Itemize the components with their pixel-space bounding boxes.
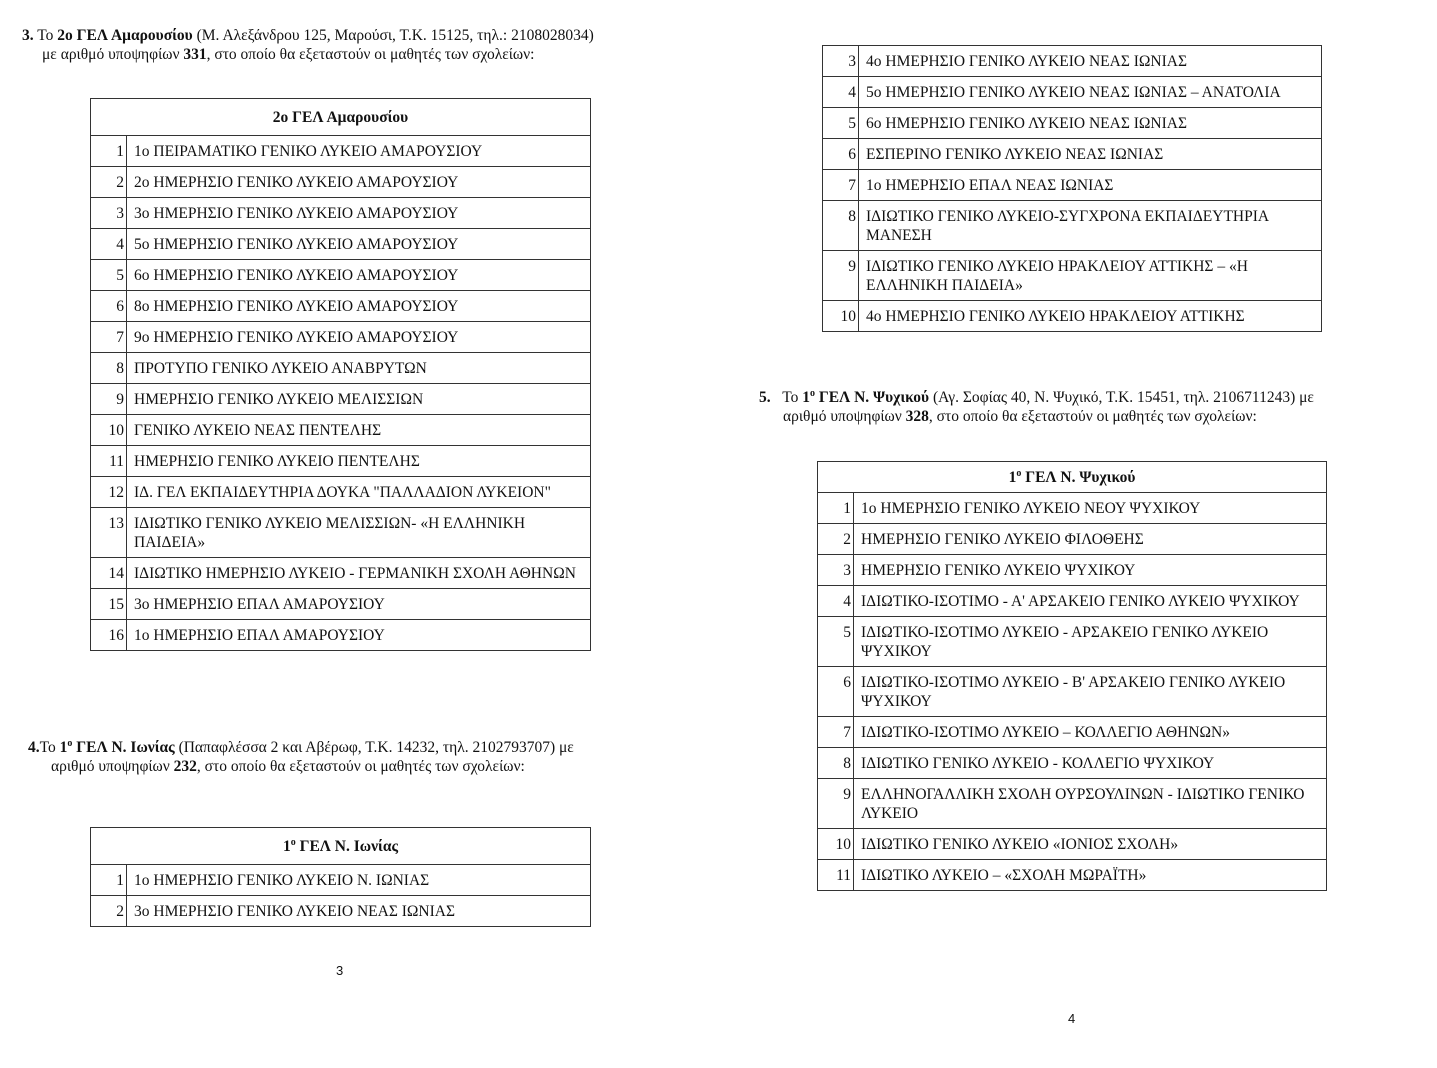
section-5-count: 328	[905, 408, 929, 425]
section-3-line2-pre: με αριθμό υποψηφίων	[42, 46, 184, 63]
school-name: ΙΔΙΩΤΙΚΟ-ΙΣΟΤΙΜΟ ΛΥΚΕΙΟ – ΚΟΛΛΕΓΙΟ ΑΘΗΝΩΝ»	[854, 717, 1327, 748]
section-3-intro	[22, 26, 662, 64]
table-row	[823, 301, 1322, 332]
section-4-school-rest: ΓΕΛ Ν. Ιωνίας	[72, 739, 175, 756]
section-5-school-main: 1	[802, 389, 811, 406]
section-3-table	[90, 98, 591, 651]
school-name: ΙΔΙΩΤΙΚΟ ΓΕΝΙΚΟ ΛΥΚΕΙΟ ΜΕΛΙΣΣΙΩΝ- «Η ΕΛΛΗΝΙΚΗ ΠΑΙΔΕΙΑ»	[127, 508, 591, 558]
school-name: ΕΛΛΗΝΟΓΑΛΛΙΚΗ ΣΧΟΛΗ ΟΥΡΣΟΥΛΙΝΩΝ - ΙΔΙΩΤΙΚΟ ΓΕΝΙΚΟ ΛΥΚΕΙΟ	[854, 779, 1327, 829]
row-number: 9	[91, 384, 127, 415]
school-name: 3ο ΗΜΕΡΗΣΙΟ ΕΠΑΛ ΑΜΑΡΟΥΣΙΟΥ	[127, 589, 591, 620]
section-3-school: 2ο ΓΕΛ Αμαρουσίου	[57, 27, 193, 44]
table-row	[91, 508, 591, 558]
table-row	[91, 291, 591, 322]
table-row	[91, 896, 591, 927]
section-3-count: 331	[183, 46, 207, 63]
section-5-intro	[759, 388, 1379, 426]
school-name: 5ο ΗΜΕΡΗΣΙΟ ΓΕΝΙΚΟ ΛΥΚΕΙΟ ΝΕΑΣ ΙΩΝΙΑΣ – ΑΝΑΤΟΛΙΑ	[859, 77, 1322, 108]
school-name: 4ο ΗΜΕΡΗΣΙΟ ΓΕΝΙΚΟ ΛΥΚΕΙΟ ΗΡΑΚΛΕΙΟΥ ΑΤΤΙΚΗΣ	[859, 301, 1322, 332]
table-row	[91, 198, 591, 229]
section-5-school-rest: ΓΕΛ Ν. Ψυχικού	[815, 389, 930, 406]
section-5-school	[802, 389, 929, 406]
school-name: 1ο ΗΜΕΡΗΣΙΟ ΓΕΝΙΚΟ ΛΥΚΕΙΟ ΝΕΟΥ ΨΥΧΙΚΟΥ	[854, 493, 1327, 524]
section-4-number: 4.	[28, 739, 40, 756]
table-row	[818, 667, 1327, 717]
row-number: 8	[823, 201, 859, 251]
table-row	[91, 446, 591, 477]
section-5-line-1	[759, 388, 1379, 407]
table-row	[818, 748, 1327, 779]
row-number: 15	[91, 589, 127, 620]
table-row	[91, 322, 591, 353]
table-row	[823, 251, 1322, 301]
table-row	[823, 46, 1322, 77]
section-4-text-pre: Το	[39, 739, 60, 756]
section-4-table-body	[91, 865, 591, 927]
section-4-line2-pre: αριθμό υποψηφίων	[51, 758, 174, 775]
school-name: ΙΔΙΩΤΙΚΟ-ΙΣΟΤΙΜΟ - Α' ΑΡΣΑΚΕΙΟ ΓΕΝΙΚΟ ΛΥΚΕΙΟ ΨΥΧΙΚΟΥ	[854, 586, 1327, 617]
row-number: 4	[91, 229, 127, 260]
section-3-address: (Μ. Αλεξάνδρου 125, Μαρούσι, Τ.Κ. 15125, τηλ.: 2108028034)	[192, 27, 594, 44]
table-row	[91, 353, 591, 384]
section-3-line-2	[22, 45, 662, 64]
school-name: 1ο ΗΜΕΡΗΣΙΟ ΕΠΑΛ ΝΕΑΣ ΙΩΝΙΑΣ	[859, 170, 1322, 201]
row-number: 8	[818, 748, 854, 779]
section-5-number: 5.	[759, 389, 771, 406]
school-name: ΙΔΙΩΤΙΚΟ-ΙΣΟΤΙΜΟ ΛΥΚΕΙΟ - ΑΡΣΑΚΕΙΟ ΓΕΝΙΚΟ ΛΥΚΕΙΟ ΨΥΧΙΚΟΥ	[854, 617, 1327, 667]
table-row	[823, 139, 1322, 170]
row-number: 10	[823, 301, 859, 332]
school-name: ΙΔΙΩΤΙΚΟ ΓΕΝΙΚΟ ΛΥΚΕΙΟ-ΣΥΓΧΡΟΝΑ ΕΚΠΑΙΔΕΥΤΗΡΙΑ ΜΑΝΕΣΗ	[859, 201, 1322, 251]
row-number: 5	[91, 260, 127, 291]
section-5-line-2	[759, 407, 1379, 426]
table-row	[91, 229, 591, 260]
school-name: ΓΕΝΙΚΟ ΛΥΚΕΙΟ ΝΕΑΣ ΠΕΝΤΕΛΗΣ	[127, 415, 591, 446]
row-number: 6	[818, 667, 854, 717]
row-number: 1	[91, 865, 127, 896]
section-4-table	[90, 827, 591, 927]
school-name: 1ο ΗΜΕΡΗΣΙΟ ΓΕΝΙΚΟ ΛΥΚΕΙΟ Ν. ΙΩΝΙΑΣ	[127, 865, 591, 896]
section-5-line2-pre: αριθμό υποψηφίων	[783, 408, 906, 425]
row-number: 16	[91, 620, 127, 651]
school-name: ΙΔΙΩΤΙΚΟ ΛΥΚΕΙΟ – «ΣΧΟΛΗ ΜΩΡΑΪΤΗ»	[854, 860, 1327, 891]
row-number: 1	[818, 493, 854, 524]
section-4-school-sup: ο	[67, 737, 73, 749]
row-number: 5	[818, 617, 854, 667]
school-name: ΙΔΙΩΤΙΚΟ ΓΕΝΙΚΟ ΛΥΚΕΙΟ - ΚΟΛΛΕΓΙΟ ΨΥΧΙΚΟΥ	[854, 748, 1327, 779]
table-row	[818, 717, 1327, 748]
school-name: 1ο ΠΕΙΡΑΜΑΤΙΚΟ ΓΕΝΙΚΟ ΛΥΚΕΙΟ ΑΜΑΡΟΥΣΙΟΥ	[127, 136, 591, 167]
row-number: 10	[818, 829, 854, 860]
row-number: 10	[91, 415, 127, 446]
table-row	[818, 860, 1327, 891]
school-name: ΙΔΙΩΤΙΚΟ ΗΜΕΡΗΣΙΟ ΛΥΚΕΙΟ - ΓΕΡΜΑΝΙΚΗ ΣΧΟΛΗ ΑΘΗΝΩΝ	[127, 558, 591, 589]
row-number: 5	[823, 108, 859, 139]
table-row	[91, 167, 591, 198]
table-row	[818, 779, 1327, 829]
table-row	[91, 136, 591, 167]
section-5-table-body	[818, 493, 1327, 891]
row-number: 11	[818, 860, 854, 891]
table-row	[823, 170, 1322, 201]
section-5-table-header	[818, 462, 1327, 493]
row-number: 3	[823, 46, 859, 77]
table-row	[818, 586, 1327, 617]
table-row	[818, 829, 1327, 860]
section-5-table-header-main: 1	[1008, 468, 1017, 486]
row-number: 7	[818, 717, 854, 748]
section-4-line-2	[28, 757, 668, 776]
page-number: 4	[1068, 1011, 1076, 1026]
page-number: 3	[336, 963, 344, 978]
section-4-table-header-main: 1	[282, 837, 291, 855]
table-row	[91, 477, 591, 508]
row-number: 6	[823, 139, 859, 170]
school-name: 2ο ΗΜΕΡΗΣΙΟ ΓΕΝΙΚΟ ΛΥΚΕΙΟ ΑΜΑΡΟΥΣΙΟΥ	[127, 167, 591, 198]
section-5-table-header-rest: ΓΕΛ Ν. Ψυχικού	[1021, 468, 1136, 486]
table-row	[823, 201, 1322, 251]
section-4-continued-table-body	[823, 46, 1322, 332]
school-name: ΗΜΕΡΗΣΙΟ ΓΕΝΙΚΟ ΛΥΚΕΙΟ ΦΙΛΟΘΕΗΣ	[854, 524, 1327, 555]
page-3	[0, 0, 718, 1068]
section-4-table-header	[91, 828, 591, 865]
section-4-count: 232	[173, 758, 197, 775]
school-name: ΗΜΕΡΗΣΙΟ ΓΕΝΙΚΟ ΛΥΚΕΙΟ ΠΕΝΤΕΛΗΣ	[127, 446, 591, 477]
school-name: 6ο ΗΜΕΡΗΣΙΟ ΓΕΝΙΚΟ ΛΥΚΕΙΟ ΑΜΑΡΟΥΣΙΟΥ	[127, 260, 591, 291]
section-5-table-header-sup: ο	[1016, 467, 1022, 479]
section-5-table	[817, 461, 1327, 891]
section-5-address: (Αγ. Σοφίας 40, Ν. Ψυχικό, Τ.Κ. 15451, τηλ. 2106711243) με	[929, 389, 1314, 406]
school-name: 4ο ΗΜΕΡΗΣΙΟ ΓΕΝΙΚΟ ΛΥΚΕΙΟ ΝΕΑΣ ΙΩΝΙΑΣ	[859, 46, 1322, 77]
section-4-table-continued	[822, 45, 1322, 332]
school-name: ΙΔΙΩΤΙΚΟ-ΙΣΟΤΙΜΟ ΛΥΚΕΙΟ - Β' ΑΡΣΑΚΕΙΟ ΓΕΝΙΚΟ ΛΥΚΕΙΟ ΨΥΧΙΚΟΥ	[854, 667, 1327, 717]
table-row	[818, 493, 1327, 524]
row-number: 2	[818, 524, 854, 555]
school-name: ΕΣΠΕΡΙΝΟ ΓΕΝΙΚΟ ΛΥΚΕΙΟ ΝΕΑΣ ΙΩΝΙΑΣ	[859, 139, 1322, 170]
section-4-school-main: 1	[59, 739, 68, 756]
row-number: 4	[823, 77, 859, 108]
school-name: 5ο ΗΜΕΡΗΣΙΟ ΓΕΝΙΚΟ ΛΥΚΕΙΟ ΑΜΑΡΟΥΣΙΟΥ	[127, 229, 591, 260]
row-number: 12	[91, 477, 127, 508]
section-4-line-1	[28, 738, 668, 757]
section-3-table-body	[91, 136, 591, 651]
table-row	[818, 617, 1327, 667]
table-row	[91, 384, 591, 415]
row-number: 1	[91, 136, 127, 167]
school-name: ΠΡΟΤΥΠΟ ΓΕΝΙΚΟ ΛΥΚΕΙΟ ΑΝΑΒΡΥΤΩΝ	[127, 353, 591, 384]
row-number: 8	[91, 353, 127, 384]
school-name: ΙΔΙΩΤΙΚΟ ΓΕΝΙΚΟ ΛΥΚΕΙΟ «ΙΟΝΙΟΣ ΣΧΟΛΗ»	[854, 829, 1327, 860]
section-4-intro	[28, 738, 668, 776]
section-4-school	[60, 739, 175, 756]
row-number: 3	[91, 198, 127, 229]
school-name: 3ο ΗΜΕΡΗΣΙΟ ΓΕΝΙΚΟ ΛΥΚΕΙΟ ΝΕΑΣ ΙΩΝΙΑΣ	[127, 896, 591, 927]
school-name: ΙΔΙΩΤΙΚΟ ΓΕΝΙΚΟ ΛΥΚΕΙΟ ΗΡΑΚΛΕΙΟΥ ΑΤΤΙΚΗΣ – «Η ΕΛΛΗΝΙΚΗ ΠΑΙΔΕΙΑ»	[859, 251, 1322, 301]
row-number: 9	[818, 779, 854, 829]
row-number: 2	[91, 167, 127, 198]
row-number: 7	[91, 322, 127, 353]
table-row	[91, 865, 591, 896]
table-row	[91, 620, 591, 651]
table-row	[91, 415, 591, 446]
school-name: 9ο ΗΜΕΡΗΣΙΟ ΓΕΝΙΚΟ ΛΥΚΕΙΟ ΑΜΑΡΟΥΣΙΟΥ	[127, 322, 591, 353]
section-4-address: (Παπαφλέσσα 2 και Αβέρωφ, Τ.Κ. 14232, τηλ. 2102793707) με	[174, 739, 574, 756]
school-name: ΙΔ. ΓΕΛ ΕΚΠΑΙΔΕΥΤΗΡΙΑ ΔΟΥΚΑ "ΠΑΛΛΑΔΙΟΝ ΛΥΚΕΙΟΝ"	[127, 477, 591, 508]
table-row	[91, 589, 591, 620]
school-name: ΗΜΕΡΗΣΙΟ ΓΕΝΙΚΟ ΛΥΚΕΙΟ ΨΥΧΙΚΟΥ	[854, 555, 1327, 586]
section-3-number: 3.	[22, 27, 34, 44]
section-3-line2-post: , στο οποίο θα εξεταστούν οι μαθητές των σχολείων:	[206, 46, 535, 63]
row-number: 4	[818, 586, 854, 617]
row-number: 14	[91, 558, 127, 589]
table-row	[823, 77, 1322, 108]
table-row	[818, 555, 1327, 586]
section-3-table-header: 2ο ΓΕΛ Αμαρουσίου	[91, 99, 591, 136]
row-number: 3	[818, 555, 854, 586]
row-number: 2	[91, 896, 127, 927]
section-4-line2-post: , στο οποίο θα εξεταστούν οι μαθητές των σχολείων:	[196, 758, 525, 775]
row-number: 7	[823, 170, 859, 201]
school-name: 6ο ΗΜΕΡΗΣΙΟ ΓΕΝΙΚΟ ΛΥΚΕΙΟ ΝΕΑΣ ΙΩΝΙΑΣ	[859, 108, 1322, 139]
row-number: 13	[91, 508, 127, 558]
row-number: 11	[91, 446, 127, 477]
section-5-school-sup: ο	[810, 387, 816, 399]
section-5-line2-post: , στο οποίο θα εξεταστούν οι μαθητές των σχολείων:	[928, 408, 1257, 425]
section-3-text-pre: Το	[37, 27, 58, 44]
section-4-table-header-rest: ΓΕΛ Ν. Ιωνίας	[295, 837, 399, 855]
row-number: 9	[823, 251, 859, 301]
school-name: 1ο ΗΜΕΡΗΣΙΟ ΕΠΑΛ ΑΜΑΡΟΥΣΙΟΥ	[127, 620, 591, 651]
section-4-table-header-sup: ο	[290, 836, 296, 848]
school-name: 3ο ΗΜΕΡΗΣΙΟ ΓΕΝΙΚΟ ΛΥΚΕΙΟ ΑΜΑΡΟΥΣΙΟΥ	[127, 198, 591, 229]
table-row	[91, 558, 591, 589]
row-number: 6	[91, 291, 127, 322]
page-4	[718, 0, 1437, 1068]
table-row	[823, 108, 1322, 139]
section-5-text-pre: Το	[782, 389, 803, 406]
school-name: 8ο ΗΜΕΡΗΣΙΟ ΓΕΝΙΚΟ ΛΥΚΕΙΟ ΑΜΑΡΟΥΣΙΟΥ	[127, 291, 591, 322]
table-row	[818, 524, 1327, 555]
section-3-line-1	[22, 26, 662, 45]
school-name: ΗΜΕΡΗΣΙΟ ΓΕΝΙΚΟ ΛΥΚΕΙΟ ΜΕΛΙΣΣΙΩΝ	[127, 384, 591, 415]
table-row	[91, 260, 591, 291]
